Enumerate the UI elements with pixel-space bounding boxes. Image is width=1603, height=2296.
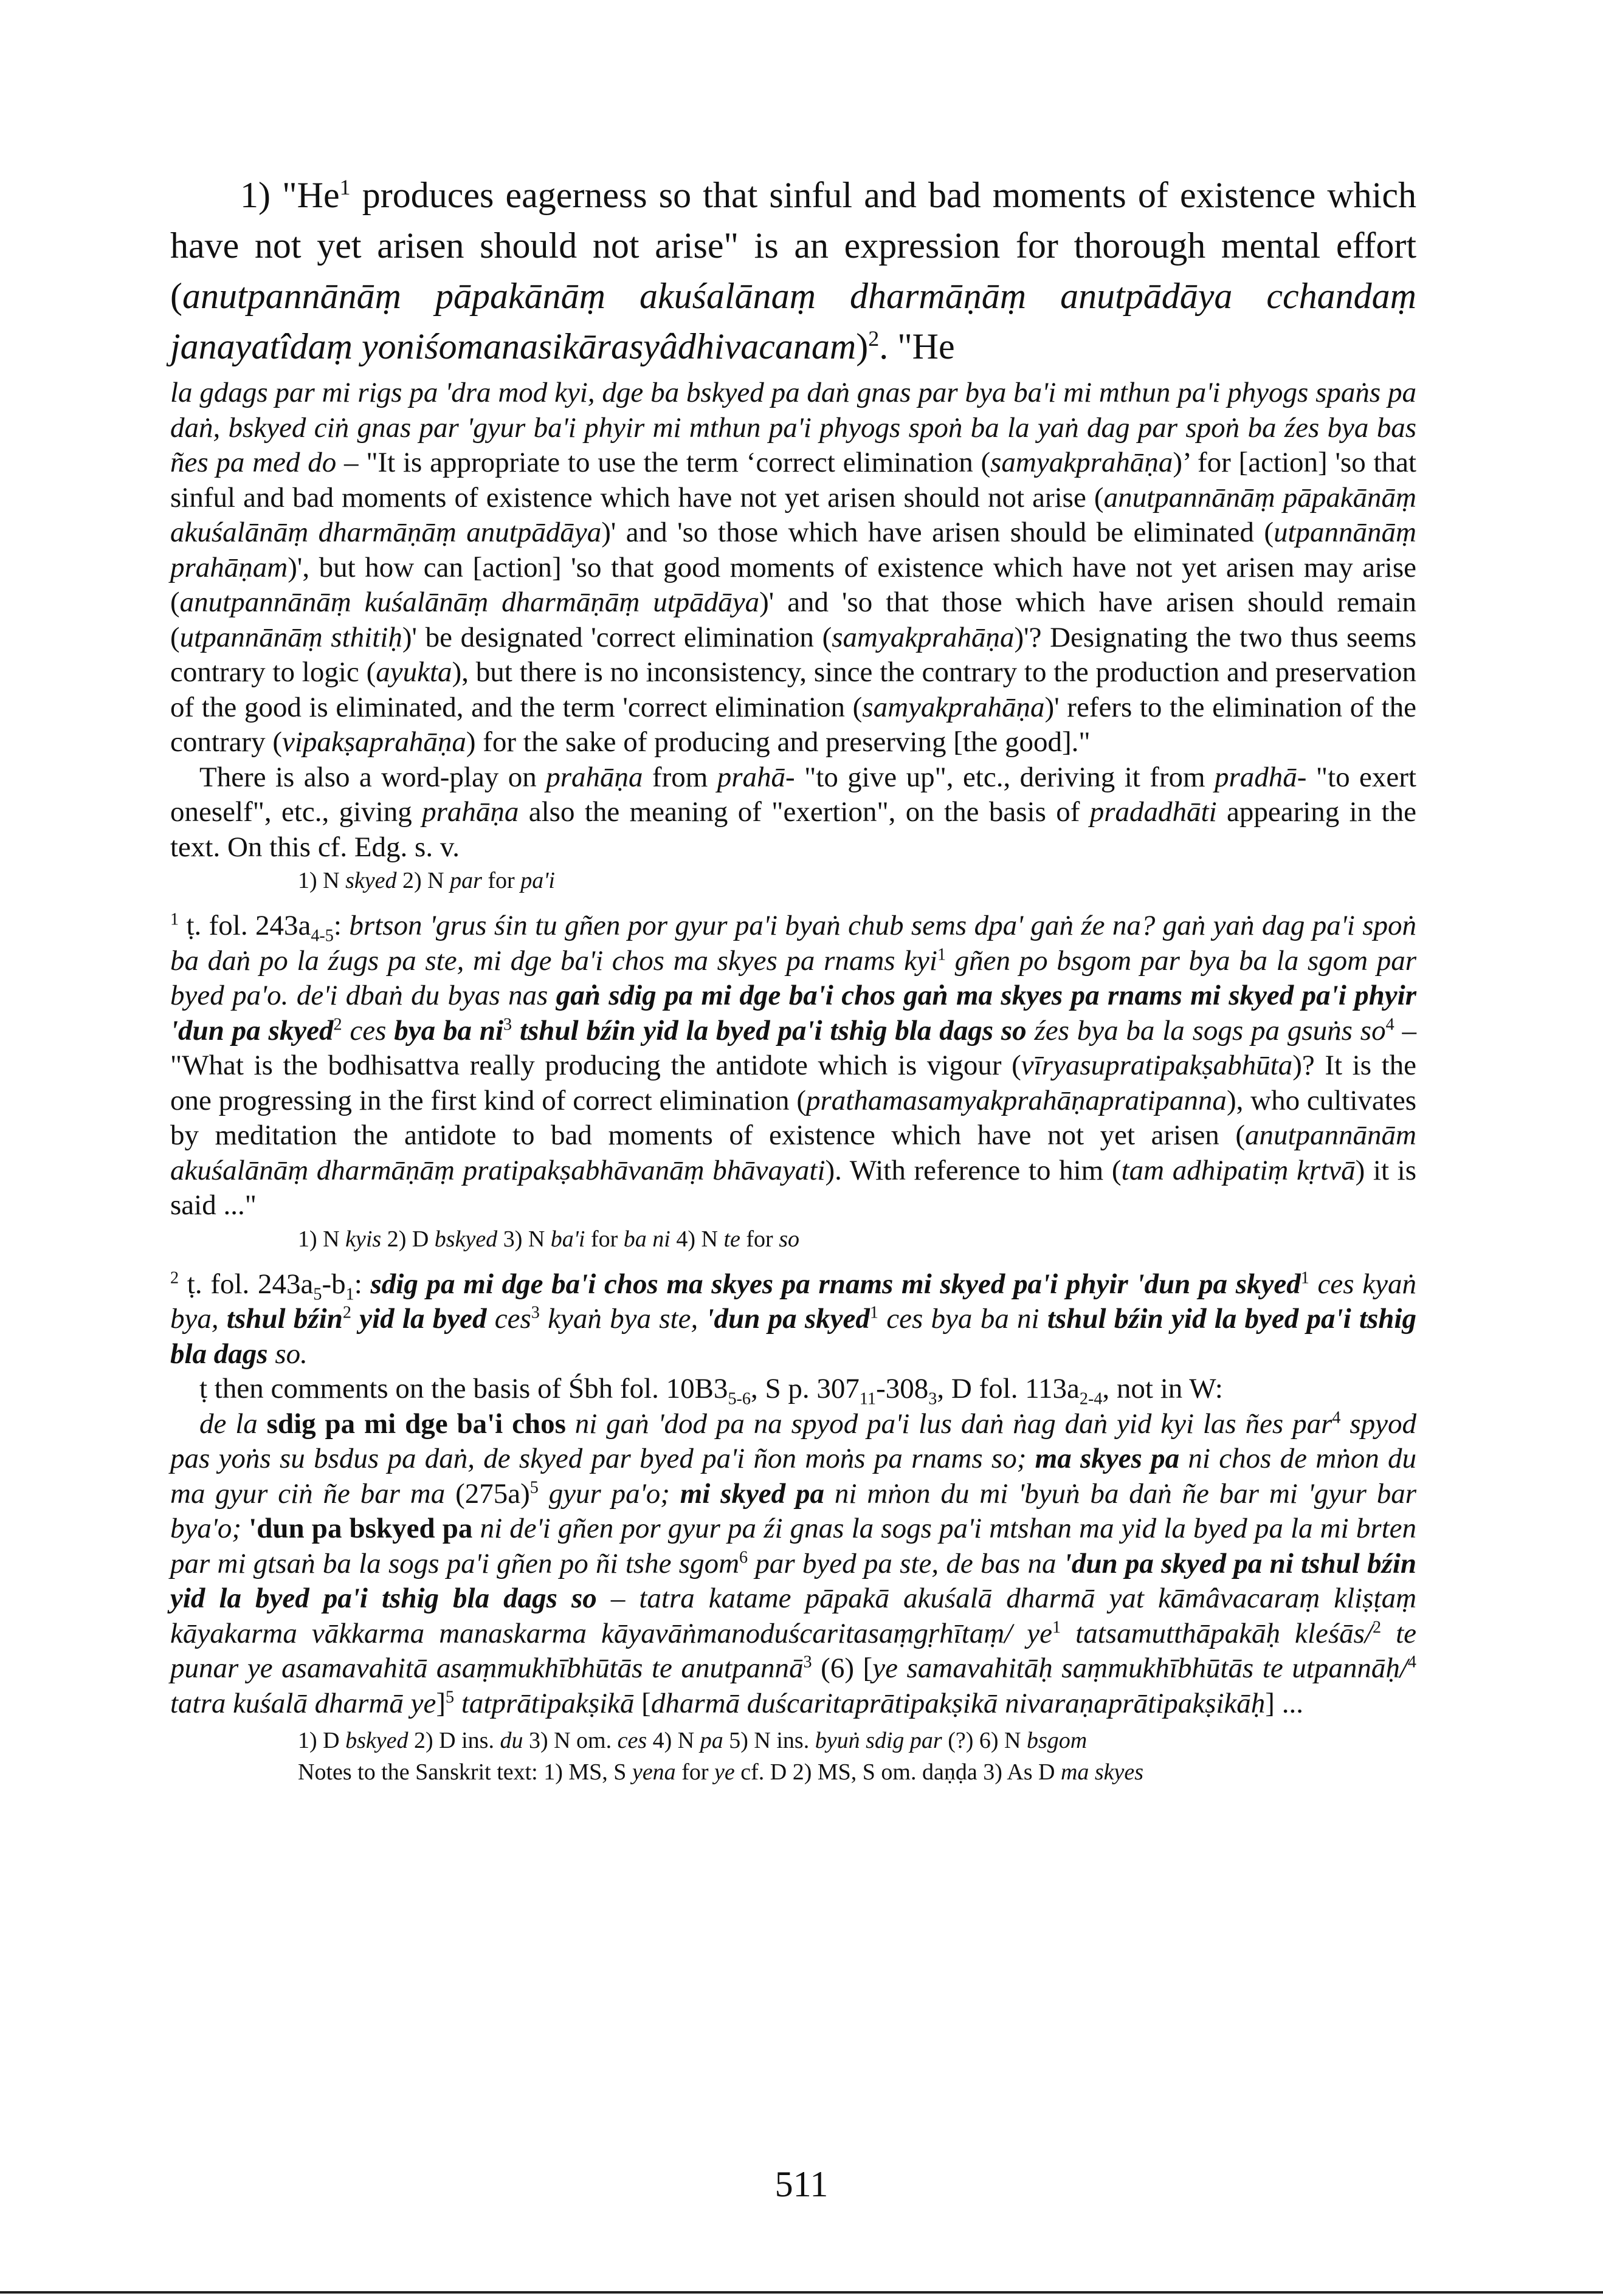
footnote-ref: 1: [339, 175, 351, 199]
italic-term: ma skyes: [1060, 1759, 1144, 1785]
italic-term: ba ni: [623, 1226, 671, 1252]
lemma-text: tshul bźin: [226, 1303, 343, 1335]
text-run: -308: [876, 1373, 929, 1404]
text-run: Notes to the Sanskrit text: 1) MS, S: [298, 1759, 632, 1785]
text-run: 1) D: [298, 1728, 346, 1753]
italic-term: pradadhāti: [1089, 796, 1217, 828]
text-run: 5) N ins.: [723, 1728, 815, 1753]
italic-term: utpannānāṃ sthitiḥ: [179, 621, 402, 653]
text-run: . "He: [879, 326, 955, 366]
text-run: 4) N: [670, 1226, 724, 1252]
text-run: ) it is said ...": [170, 1154, 1417, 1221]
footnote-ref: 2: [868, 326, 880, 351]
tibetan-text: spyod pas yoṅs su bsdus pa daṅ, de skyed par byed pa'i ñon moṅs pa rnams so;: [170, 1408, 1416, 1474]
text-run: -b: [322, 1268, 346, 1300]
subscript: 5: [313, 1284, 322, 1304]
tibetan-text: źes bya ba la sogs pa gsuṅs so: [1026, 1014, 1386, 1047]
text-run: , S p. 307: [751, 1373, 860, 1404]
italic-term: ces: [617, 1728, 647, 1753]
lemma-text: ma skyes pa: [1035, 1443, 1180, 1474]
main-paragraph: [170, 170, 1416, 372]
text-run: )' and 'so those which have arisen should be eliminated (: [601, 517, 1274, 548]
lemma-text: bya ba ni: [394, 1014, 504, 1047]
text-run: )', but how can [action] 'so that good moments of existence which have not yet arisen may arise (: [170, 551, 1416, 618]
note-ref: 2: [1372, 1617, 1382, 1637]
commentary-paragraph: [170, 376, 1416, 760]
text-run: ), who cultivates by meditation the antidote to bad moments of existence which have not yet arisen (: [170, 1084, 1416, 1151]
text-run: )? It is the one progressing in the first kind of correct elimination (: [170, 1050, 1416, 1116]
text-run: (6) [: [812, 1652, 873, 1684]
variant-note: [170, 1223, 1416, 1255]
sanskrit-text: tatra katame pāpakā akuśalā dharmā yat kāmâvacaraṃ kliṣṭaṃ kāyakarma vākkarma manaskarma kāyavāṅmanoduścaritasaṃgṛhītaṃ/ ye: [170, 1583, 1417, 1649]
tibetan-text: la gdags par mi rigs pa 'dra mod kyi, dge ba bskyed pa daṅ gnas par bya ba'i mi mthun pa'i phyogs spaṅs pa daṅ, bskyed ciṅ gnas par 'gyur ba'i phyir mi mthun pa'i phyogs spoṅ ba la yaṅ dag par spoṅ ba źes bya bas ñes pa med do: [170, 377, 1416, 478]
italic-term: ye: [714, 1759, 735, 1785]
text-run: 3) N om.: [523, 1728, 618, 1753]
footnote-2: [170, 1267, 1416, 1372]
text-run: 2) D ins.: [408, 1728, 500, 1753]
text-run: also the meaning of "exertion", on the basis of: [519, 796, 1090, 828]
text-run: [: [634, 1687, 651, 1719]
text-run: (?) 6) N: [942, 1728, 1027, 1753]
sanskrit-text: dharmā duścaritaprātipakṣikā nivaraṇaprātipakṣikāḥ: [650, 1687, 1266, 1719]
note-ref: 1: [1052, 1617, 1061, 1637]
italic-term: du: [500, 1728, 523, 1753]
text-run: from: [643, 761, 717, 793]
note-ref: 4: [1407, 1652, 1416, 1672]
text-run: for: [740, 1226, 779, 1252]
tibetan-text: gyur pa'o;: [538, 1477, 680, 1510]
sanskrit-text: te punar ye asamavahitā asaṃmukhībhūtās te anutpannā: [170, 1617, 1416, 1684]
note-ref: 3: [531, 1303, 540, 1322]
italic-term: anutpannānāṃ pāpakānāṃ akuśalānāṃ dharmāṇāṃ anutpādāya: [170, 481, 1416, 548]
italic-term: samyakprahāṇa: [862, 691, 1045, 723]
text-run: There is also a word-play on: [199, 761, 546, 793]
text-run: , D fol. 113a: [937, 1373, 1080, 1404]
subscript: 1: [345, 1284, 354, 1304]
tibetan-text: ces bya ba ni: [878, 1303, 1047, 1335]
tibetan-text: ni mṅon du mi 'byuṅ ba daṅ ñe bar mi 'gyur bar bya'o;: [170, 1477, 1417, 1544]
note-ref: 5: [529, 1477, 539, 1497]
lemma-text: gaṅ sdig pa mi dge ba'i chos gaṅ ma skyes pa rnams mi skyed pa'i phyir 'dun pa skyed: [170, 980, 1417, 1047]
variant-note: [170, 1725, 1416, 1756]
wordplay-paragraph: [170, 760, 1416, 865]
text-run: for: [675, 1759, 714, 1785]
lemma-text: 'dun pa skyed: [706, 1303, 870, 1335]
italic-term: anutpannānām akuśalānāṃ dharmāṇāṃ pratipakṣabhāvanāṃ bhāvayati: [170, 1119, 1416, 1186]
lemma-text: mi skyed pa: [680, 1477, 824, 1510]
note-ref: 3: [503, 1014, 512, 1034]
italic-term: yena: [632, 1759, 676, 1785]
text-run: :: [333, 910, 350, 941]
tibetan-text: ces: [342, 1014, 395, 1047]
subscript: 11: [859, 1389, 877, 1409]
tibetan-text: de la: [199, 1408, 267, 1440]
sanskrit-text: tatprātipakṣikā: [454, 1687, 635, 1719]
text-run: – "It is appropriate to use the term ‘correct elimination (: [336, 447, 991, 478]
text-run: for: [481, 868, 521, 893]
page-number: 511: [774, 2164, 829, 2204]
lemma-text: yid la byed: [351, 1303, 487, 1335]
text-run: –: [596, 1583, 639, 1614]
comment-line: [170, 1372, 1416, 1407]
note-ref: 1: [937, 944, 946, 964]
tibetan-text: ni de'i gñen por gyur pa źi gnas la sogs pa'i mtshan ma yid la byed pa la mi brten par mi gtsaṅ ba la sogs pa'i gñen po ñi tshe sgom: [170, 1513, 1416, 1579]
text-run: )' be designated 'correct elimination (: [402, 621, 832, 653]
folio-ref: (275a): [455, 1477, 530, 1510]
lemma-text: 'dun pa bskyed pa: [249, 1513, 473, 1544]
variant-note: [170, 865, 1416, 896]
sanskrit-text: tatsamutthāpakāḥ kleśās/: [1061, 1617, 1373, 1649]
italic-term: byuṅ sdig par: [815, 1728, 942, 1753]
sanskrit-text: ye samavahitāḥ saṃmukhībhūtās te utpannāḥ/: [872, 1652, 1408, 1684]
note-ref: 2: [333, 1014, 342, 1034]
note-ref: 1: [1300, 1268, 1309, 1287]
text-run: )'? Designating the two thus seems contrary to logic (: [170, 621, 1416, 688]
sanskrit-text: anutpannānāṃ pāpakānāṃ akuśalānaṃ dharmāṇāṃ anutpādāya cchandaṃ janayatîdaṃ yoniśomanasikārasyâdhivacanam: [170, 276, 1416, 366]
tibetan-text: ni gaṅ 'dod pa na spyod pa'i lus daṅ ṅag daṅ yid kyi las ñes par: [565, 1408, 1332, 1440]
italic-term: so: [779, 1226, 800, 1252]
footnote-mark: 1: [170, 910, 179, 929]
tibetan-text: brtson 'grus śin tu gñen por gyur pa'i byaṅ chub sems dpa' gaṅ źe na? gaṅ yaṅ dag pa'i spoṅ ba daṅ po la źugs pa ste, mi dge ba'i chos ma skyes pa rnams kyi: [170, 910, 1416, 977]
bottom-rule: [0, 2291, 1603, 2294]
text-run: ]: [436, 1687, 446, 1719]
italic-term: prahāṇa: [422, 796, 519, 828]
text-run: produces eagerness so that sinful and bad moments of existence which have not yet arisen should not arise" is an expression for thorough mental effort (: [170, 175, 1416, 316]
note-ref: 5: [445, 1687, 455, 1707]
text-run: 1) "He: [240, 175, 340, 215]
italic-term: vīryasupratipakṣabhūta: [1021, 1050, 1293, 1081]
italic-term: te: [723, 1226, 740, 1252]
text-run: cf. D 2) MS, S om. daṇḍa 3) As D: [734, 1759, 1061, 1785]
text-run: appearing in the text. On this cf. Edg. s. v.: [170, 796, 1416, 863]
sanskrit-text: tatra kuśalā dharmā ye: [170, 1687, 436, 1719]
tibetan-text: ces: [486, 1303, 531, 1335]
text-run: :: [354, 1268, 371, 1300]
italic-term: prathamasamyakprahāṇapratipanna: [805, 1084, 1227, 1116]
tibetan-text: kyaṅ bya ste,: [539, 1303, 706, 1335]
italic-term: bskyed: [434, 1226, 498, 1252]
italic-term: ayukta: [376, 656, 452, 688]
italic-term: pa: [700, 1728, 723, 1753]
subscript: 4-5: [311, 926, 334, 946]
italic-term: utpannānāṃ prahāṇam: [170, 517, 1416, 583]
text-run: )’ for [action] 'so that sinful and bad moments of existence which have not yet arisen should not arise (: [170, 447, 1416, 514]
text-run: ] ...: [1265, 1687, 1303, 1719]
footnote-mark: 2: [170, 1268, 179, 1287]
italic-term: bsgom: [1026, 1728, 1088, 1753]
lemma-text: tshul bźin yid la byed pa'i tshig bla dags: [170, 1303, 1416, 1370]
text-run: 2) N: [396, 868, 450, 893]
text-run: ṭ. fol. 243a: [179, 1268, 314, 1300]
tibetan-text: gñen po bsgom par bya ba la sgom par byed pa'o. de'i dbaṅ du byas nas: [170, 944, 1416, 1011]
italic-term: par: [450, 868, 482, 893]
text-run: – "What is the bodhisattva really producing the antidote which is vigour (: [170, 1014, 1417, 1081]
italic-term: prahāṇa: [546, 761, 643, 793]
text-run: )' and 'so that those which have arisen should remain (: [170, 586, 1416, 653]
text-run: 1) N: [298, 868, 346, 893]
italic-term: anutpannānāṃ kuśalānāṃ dharmāṇāṃ utpādāya: [179, 586, 760, 618]
subscript: 3: [928, 1389, 937, 1409]
text-run: "to exert oneself", etc., giving: [170, 761, 1416, 828]
italic-term: kyis: [345, 1226, 382, 1252]
lemma-text: sdig pa mi dge ba'i chos: [266, 1408, 566, 1440]
text-run: 3) N: [497, 1226, 551, 1252]
italic-term: skyed: [345, 868, 397, 893]
italic-term: tam adhipatiṃ kṛtvā: [1121, 1154, 1356, 1186]
footnote-1: [170, 909, 1416, 1223]
text-run: ). With reference to him (: [825, 1154, 1122, 1186]
tibetan-text: par byed pa ste, de bas na: [748, 1547, 1064, 1579]
subscript: 5-6: [728, 1389, 751, 1409]
text-run: ) for the sake of producing and preserving [the good].": [466, 726, 1091, 758]
tibetan-text: ces kyaṅ bya,: [170, 1268, 1416, 1335]
tibetan-text: so.: [267, 1338, 308, 1370]
italic-term: vipakṣaprahāṇa: [281, 726, 466, 758]
page-body: [170, 170, 1416, 1788]
italic-term: pa'i: [520, 868, 555, 893]
lemma-text: sdig pa mi dge ba'i chos ma skyes pa rnams mi skyed pa'i phyir 'dun pa skyed: [370, 1268, 1301, 1300]
italic-term: ba'i: [550, 1226, 585, 1252]
text-run: for: [585, 1226, 624, 1252]
note-ref: 3: [803, 1652, 812, 1672]
text-run: ), but there is no inconsistency, since the contrary to the production and preservation of the good is eliminated, and the term 'correct elimination (: [170, 656, 1416, 723]
text-run: ṭ. fol. 243a: [179, 910, 311, 941]
text-run: 2) D: [381, 1226, 435, 1252]
text-run: 1) N: [298, 1226, 346, 1252]
text-run: , not in W:: [1102, 1373, 1223, 1404]
note-ref: 2: [342, 1303, 351, 1322]
tibetan-text: ni chos de mṅon du ma gyur ciṅ ñe bar ma: [170, 1443, 1417, 1510]
sanskrit-notes: [170, 1756, 1416, 1788]
note-ref: 1: [869, 1303, 878, 1322]
italic-term: bskyed: [345, 1728, 409, 1753]
subscript: 2-4: [1079, 1389, 1103, 1409]
quoted-passage: [170, 1407, 1416, 1722]
note-ref: 4: [1332, 1408, 1341, 1427]
text-run: ): [856, 326, 869, 366]
text-run: )' refers to the elimination of the contrary (: [170, 691, 1416, 758]
italic-term: pradhā-: [1215, 761, 1307, 793]
italic-term: samyakprahāṇa: [832, 621, 1015, 653]
note-ref: 4: [1385, 1014, 1394, 1034]
italic-term: samyakprahāṇa: [990, 447, 1173, 478]
note-ref: 6: [739, 1547, 748, 1567]
text-run: "to give up", etc., deriving it from: [795, 761, 1215, 793]
lemma-text: 'dun pa skyed pa ni tshul bźin yid la byed pa'i tshig bla dags so: [170, 1547, 1417, 1614]
text-run: 4) N: [647, 1728, 700, 1753]
lemma-text: tshul bźin yid la byed pa'i tshig bla dags so: [512, 1014, 1027, 1047]
text-run: ṭ then comments on the basis of Śbh fol. 10B3: [199, 1373, 728, 1404]
italic-term: prahā-: [717, 761, 795, 793]
